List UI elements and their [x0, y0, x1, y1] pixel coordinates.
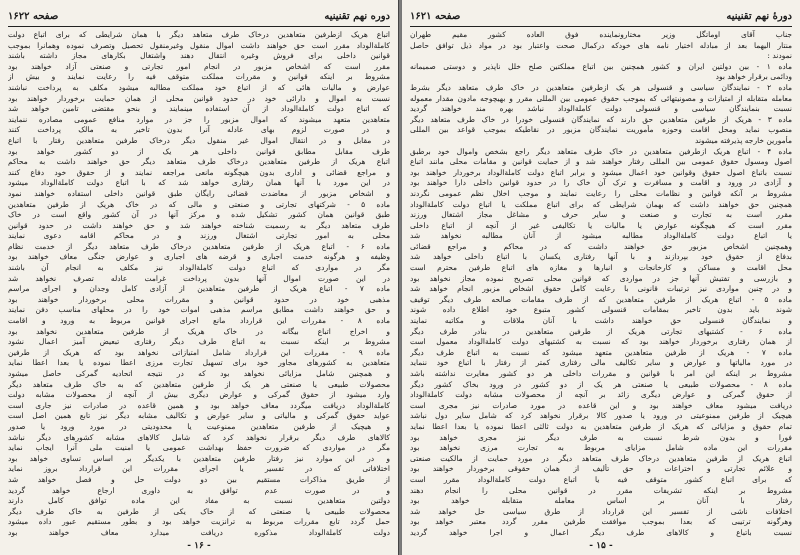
left-page-header [8, 6, 390, 27]
text-line: معامله متقابله از امتیازات و مصونیتهائی که بموجب حقوق عمومی بین المللی مقرر و بهیچوجه مادون مقدار معموله [410, 93, 792, 103]
text-line: در مورد مالیاتها و عوارض و سایر تکالیف مالی رفتاری کمتر از رفتار با اتباع خود ننماید [410, 358, 792, 368]
left-page [0, 0, 399, 555]
text-line: و در صورت عدم توافق به داوری ارجاع خواهد گردید [8, 485, 390, 495]
text-line: نسبت به اموال و دارائی خود در حدود قوانین محلی از همان حمایت برخوردار خواهند بود [8, 93, 390, 103]
right-page-header [410, 6, 792, 27]
text-line: و اخراج اتباع بیگانه در خاک هریک از طرفین متعاهدین نخواهد بود [8, 326, 390, 336]
text-line: و حق خواهند داشت مطابق مراسم مذهبی اموات خود را در محلهای مناسب دفن نمایند [8, 305, 390, 315]
right-header-page: صفحه ۱۶۲۱ [410, 10, 461, 22]
text-line: متعاهدین متعهد میشوند که اموال مزبور را جز در موارد منافع عمومی مصادره ننمایند [8, 114, 390, 124]
text-line: نمودند : [767, 51, 792, 61]
text-line: کاملةالوداد دریافت میگردد معاف خواهد بود و همین قاعده در صادرات نیز جاری است [8, 400, 390, 410]
text-line: قوانین داخلی برای فروش وغیره انتقال دهند واشتغال بکارهای مجاز داشته باشند [8, 51, 390, 61]
text-line: اختلافاتی که در تفسیر یا اجرای مقررات این قرارداد بروز نماید [8, 464, 390, 474]
text-line: بدفاع از حقوق خود بپردازند و با آنها رفتاری یکسان با اتباع داخلی خواهد شد [410, 252, 792, 262]
text-line: و در صورت لزوم بهای عادله آنرا بدون تاخیر به مالک پرداخت کنند [8, 125, 390, 135]
text-line: و اشخاص مزبور از معاضدت قضائی رایگان طبق قوانین داخلی استفاده خواهند نمود [8, 188, 390, 198]
text-line: ماده ۷ - هریک از طرفین متعاهدین متعهد میشود که نسبت به اتباع طرف دیگر [410, 347, 792, 357]
text-line: ماده ۸ - محصولات طبیعی یا صنعتی هر یک از دو کشور در ورود بخاک کشور دیگر [410, 379, 792, 389]
text-line: محصولات طبیعی یا صنعتی که از خاک یکی از طرفین به خاک طرف دیگر [8, 506, 390, 516]
text-line: و مراجع قضائی و اداری بدون هیچگونه مانعی مراجعه نمایند و از حقوق خود دفاع کنند [8, 167, 390, 177]
text-line: اتباع هریک از طرفین متعاهدین درخاک طرف متعاهد دیگر در مورد حمایت از مالکیت صنعتی [410, 453, 792, 463]
text-line: مگر در مواردی که اتباع دولت کاملةالوداد نیز مکلف به انجام آن باشند [8, 263, 390, 273]
text-line: شوند باید بدون تاخیر بمقامات قنسولی کشور متبوع خود اطلاع داده شوند [410, 305, 792, 315]
text-line: ماده ۶ - کشتیهای تجارتی هریک از طرفین متعاهدین در بنادر طرف دیگر [410, 326, 792, 336]
text-line: نسبت بنمایندگان سیاسی و قنسولی دولت کاملةالوداد نباشد بهره مند خواهند گردید [410, 104, 792, 114]
text-line: ماده ۸ - مقررات این قرارداد مانع اجرای قوانین مربوط به ورود و اقامت [8, 316, 390, 326]
left-page-body [8, 30, 390, 539]
text-line: اصول ومسول حقوق عمومی بین المللی رفتار خواهند شد و از حمایت قوانین و مقامات محلی مانند اتباع [410, 157, 792, 167]
text-line: نسبت باتباع و کالاهای طرف دیگر اعمال و اجرا خواهد گردید [410, 527, 792, 537]
text-line: مشروط بر اینکه تشریفات مقرر در قوانین محلی را انجام دهند [410, 485, 792, 495]
text-line: مشروط بر اینکه این امر با قوانین و مقررات داخلی هر دو کشور مغایرت نداشته باشد [410, 369, 792, 378]
text-line: و آزادی در ورود و اقامت و مسافرت و ترک آن خاک را در حدود قوانین داخلی دارا خواهند بود [410, 178, 792, 188]
text-line: مگر در مواردی که ضرورت حفظ بهداشت عمومی یا امنیت ملی آنرا ایجاب نماید [8, 443, 390, 453]
text-line: مقرر است که هیچگونه عوارض یا مالیات یا تکالیفی غیر از آنچه از اتباع داخلی [410, 220, 792, 230]
text-line: منصوب نماید ومحل اقامت وحوزه مأموریت نمایندگان مزبور در نقاطیکه بموجب قواعد بین المللی [410, 125, 792, 135]
text-line: در این صورت اموال آنها بدون پرداخت غرامت عادله تصرف نخواهد شد [8, 273, 390, 283]
text-line: و نمایندگان قنسولی حق خواهند داشت با آنان ملاقات و مکاتبه نمایند [410, 316, 792, 326]
text-line: همچنین حق خواهند داشت که بهمان شرایطی که برای اتباع مملکت یا اتباع دولت کاملةالوداد [410, 199, 792, 209]
text-line: عواید حقوق گمرکی و مالیاتی و سایر عوارض و تکالیف مشابه دیگر نیز تابع همین اصل است [8, 411, 390, 421]
text-line: دریافت میشود معاف خواهند بود و این قاعده در مورد صادرات نیز مجری است [410, 400, 792, 410]
text-line: ماده ۵ - اتباع هریک از طرفین متعاهدین که از طرف مقامات صالحه طرف دیگر توقیف [410, 294, 792, 304]
text-line: جناب آقای اوماتگل وزیر مختارونماینده فوق العاده کشور مقیم طهران [410, 30, 792, 39]
text-line: اتباع هریک از طرفین متعاهدین درخاک طرف متعاهد دیگر حق خواهند داشت به محاکم [8, 157, 390, 167]
text-line: فورا و بدون شرط نسبت به طرف دیگر نیز مجری خواهد بود [410, 432, 792, 442]
text-line: وارد میشود از حقوق گمرکی و عوارض دیگری بیش از آنچه از محصولات مشابه دولت [8, 390, 390, 400]
text-line: طبق قوانین همان کشور تشکیل شده و مرکز آنها در آن کشور واقع است در خاک [8, 210, 390, 220]
text-line: طرف متعاهد دیگر به رسمیت شناخته خواهند شد و حق خواهند داشت در حدود قوانین [8, 220, 390, 230]
text-line: اتباع هریک ازطرفین متعاهدین درخاک طرف متعاهد دیگر با همان شرایطی که برای اتباع دولت [8, 30, 390, 39]
text-line: مأمورین خارجه پذیرفته میشوند [695, 135, 792, 145]
text-line: ماده ۱ - بین دولتین ایران و کشور همچنین بین اتباع مملکتین صلح خلل ناپذیر و دوستی صمیمانه [410, 61, 792, 71]
text-line: رفتار با آنان بر اساس معامله متقابله خواهد بود [410, 496, 792, 506]
text-line: مقرر است به تجارت و صنعت و سایر حرف و مشاغل مجاز اشتغال ورزند [410, 210, 792, 220]
text-line: مقررات این ماده شامل مزایای مربوط به تجارت مرزی نخواهد بود [410, 443, 792, 453]
text-line: و علائم تجارتی و اختراعات و حق تألیف از همان حقوقی برخوردار خواهند بود [410, 464, 792, 474]
text-line: و در این موارد نیز رفتار طرفین متعاهدین با یکدیگر بر اساس تساوی خواهد بود [8, 453, 390, 463]
text-line: وهمچنین اشخاص مزبور حق خواهند داشت که در محاکم و مراجع قضائی [410, 241, 792, 251]
left-header-title: دوره نهم تقنینیه [324, 10, 390, 22]
text-line: محصولات طبیعی یا صنعتی هر یک از طرفین متعاهدین که به خاک طرف متعاهد دیگر [8, 379, 390, 389]
text-line: تمام حقوق و مزایائی که هریک از طرفین متعاهدین به دولت ثالثی اعطا نموده یا بعدا اعطا نماید [410, 421, 792, 431]
text-line: و همچنین شامل مزایائی نخواهد بود که در نتیجه اتحادیه گمرکی حاصل میشود [8, 369, 390, 378]
text-line: دولتین متعاهدین نسبت به مفاد این ماده توافق کامل دارند [8, 496, 390, 506]
text-line: طرف مقابل مطابق قوانین داخلی هر یک از دو کشور خواهد بود [8, 146, 390, 156]
right-page-number: - ۱۵ - [589, 541, 613, 551]
left-page-number: - ۱۶ - [187, 541, 211, 551]
text-line: از همان رفتاری برخوردار خواهند بود که نسبت به کشتیهای دولت کاملةالوداد معمول است [410, 337, 792, 347]
text-line: محلی به امور تجارتی اشتغال ورزند و در محاکم اقامه دعوی نمایند [8, 231, 390, 241]
text-line: یا اتباع دولت کاملةالوداد مطالبه میشود از آنان مطالبه نخواهد شد [410, 231, 792, 241]
text-line: ماده ۴ - اتباع هریک ازطرفین متعاهدین در خاک طرف متعاهد دیگر راجع بشخص واموال خود برطبق [410, 146, 792, 156]
text-line: وظیفه و هرگونه خدمت اجباری و قرضه های اجباری و عوارض جنگی معاف خواهند بود [8, 252, 390, 262]
right-page-body [410, 30, 792, 539]
text-line: مذهبی خود در حدود قوانین و مقررات محلی برخوردار خواهند بود [8, 294, 390, 304]
left-header-page: صفحه ۱۶۲۲ [8, 10, 59, 22]
text-line: مقرر است که اشخاص مزبور در انجام امور تجارتی و صنعتی آزاد خواهند بود [8, 61, 390, 71]
text-line: حمل گردد تابع مقررات مربوط به ترانزیت خواهد بود و بطور مستقیم عبور داده میشود [8, 517, 390, 527]
text-line: ماده ۷ - اتباع هریک از طرفین متعاهدین از آزادی کامل وجدان و اجرای مراسم [8, 284, 390, 294]
text-line: و بازرسی و تفتیش آنها جز در مواردی که قوانین محلی تصریح نموده مجاز نخواهد بود [410, 273, 792, 283]
text-line: اختلافات ناشی از تفسیر این قرارداد از طرق سیاسی حل خواهد شد [410, 506, 792, 516]
text-line: نسبت باتباع اصول حقوق وقوانین خود اعمال میشود و برابر اتباع دولت کاملةالوداد برخوردار خواهند بود [410, 167, 792, 177]
text-line: مشروط بر اینکه نسبت به اتباع طرف دیگر رفتاری تبعیض آمیز اعمال نشود [8, 337, 390, 347]
text-line: ماده ۳ - هریک از طرفین متعاهدین حق دارند که نمایندگان قنسولی خودرا در خاک طرف متعاهد دیگر [410, 114, 792, 124]
text-line: و هیچیک از طرفین متعاهدین ممنوعیت یا محدودیتی در مورد ورود یا صدور [8, 421, 390, 431]
text-line: مشروط بر اینکه قوانین و مقررات مملکت متوقف فیه را رعایت نمایند و بیش از [8, 72, 390, 82]
text-line: ماده ۹ - مقررات این قرارداد شامل امتیازاتی نخواهد بود که هریک از طرفین [8, 347, 390, 357]
text-line: کالاهای طرف دیگر برقرار نخواهد کرد که شامل کالاهای مشابه کشورهای دیگر نباشد [8, 432, 390, 442]
text-line: ودائمی برقرار خواهد بود [715, 72, 792, 82]
text-line: وهرگونه ترتیبی که بعدا بموجب موافقت طرفین مقرر گردد معتبر خواهد بود [410, 517, 792, 527]
text-line: که برای اتباع کشور متوقف فیه یا اتباع دولت کاملةالوداد مقرر است [410, 474, 792, 484]
text-line: و در چنین مواردی نیز ترتیبات قانونی با رعایت کامل حقوق اشخاص مزبور انجام خواهد شد [410, 284, 792, 294]
text-line: که اتباع دولت کاملةالوداد از آن استفاده مینمایند و بنحو مقتضی تامین خواهد شد [8, 104, 390, 114]
text-line: ماده ۵ - شرکتهای تجارتی و صنعتی و مالی که در خاک هریک از طرفین متعاهدین [8, 199, 390, 209]
text-line: محل اقامت و مساکن و کارخانجات و انبارها و مغازه های اتباع طرفین محترم است [410, 263, 792, 273]
text-line: متعاهدین به کشورهای مجاور خود برای تسهیل تجارت مرزی اعطا نموده یا بعدا اعطا نماید [8, 358, 390, 368]
text-line: منتار الیهما بعد از مبادله اختیار نامه های خودکه درکمال صحت واعتبار بود در مواد ذیل توافق حاصل [410, 40, 792, 50]
text-line: کاملةالوداد مقرر است حق خواهند داشت اموال منقول وغیرمنقول تحصیل وتصرف نموده وهمانرا بموجب [8, 40, 390, 50]
text-line: از حقوق گمرکی و عوارض دیگری زائد بر آنچه از محصولات مشابه دولت کاملةالوداد [410, 390, 792, 400]
right-header-title: دورهٔ نهم تقنینیه [726, 10, 792, 22]
text-line: در این مورد با آنها همان رفتاری خواهد شد که با اتباع دولت کاملةالوداد میشود [8, 178, 390, 188]
text-line: ماده ۲ - نمایندگان سیاسی و قنسولی هر یک ازطرفین متعاهدین در خاک طرف متعاهد دیگر بشرط [410, 82, 792, 92]
text-line: عوارض و مالیات هائی که از اتباع خود مملکت مطالبه میشود مکلف به پرداخت نباشند [8, 82, 390, 92]
text-line: مشروط بر آنکه قوانین و نظامات محلی را رعایت نمایند و موجب اخلال نظم عمومی نگردند [410, 188, 792, 198]
text-line: هیچیک از طرفین ممنوعیتی در ورود یا صدور کالا برقرار نخواهد کرد که شامل سایر دول نباشد [410, 411, 792, 421]
right-page [401, 0, 800, 555]
text-line: دولت کاملةالوداد مذکوره دریافت میدارد معاف خواهند بود [8, 527, 390, 537]
text-line: در مقابل و در انتقال اموال غیر منقول دیگر درخاک طرفین متعاهدین رفتار با اتباع [8, 135, 390, 145]
text-line: ماده ۶ - اتباع هریک از طرفین متعاهدین درخاک طرف متعاهد دیگر از خدمت نظام [8, 241, 390, 251]
text-line: از طریق مذاکرات مستقیم بین دو دولت حل و فصل خواهد شد [8, 474, 390, 484]
